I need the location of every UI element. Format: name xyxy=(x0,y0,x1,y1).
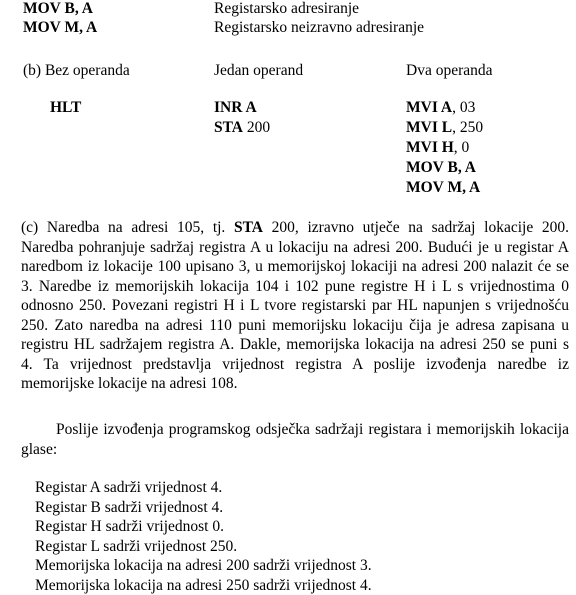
col3-item xyxy=(406,179,480,197)
item-arg: 200 xyxy=(243,119,271,136)
paragraph-line: Naredba pohranjuje sadržaj registra A u lokaciju na adresi 200. Budući je u registar A xyxy=(21,238,569,256)
instruction-args: M, A xyxy=(60,19,98,36)
item-arg: , 0 xyxy=(453,139,470,156)
intro-line: glase: xyxy=(21,440,58,458)
col2-item xyxy=(214,99,257,117)
item-opcode: MOV M, A xyxy=(406,179,481,196)
list-item: Memorijska lokacija na adresi 250 sadrži vrijednost 4. xyxy=(35,576,372,594)
list-item: Registar B sadrži vrijednost 4. xyxy=(35,498,224,516)
col1-item xyxy=(50,99,81,117)
item-opcode: STA xyxy=(214,119,244,136)
list-item: Registar A sadrži vrijednost 4. xyxy=(35,479,223,496)
paragraph-line: 3. Naredbe iz memorijskih lokacija 104 i 102 pune registre H i L s vrijednostima 0 xyxy=(21,277,569,295)
list-item: Registar H sadrži vrijednost 0. xyxy=(35,518,224,535)
top-row-1-instruction xyxy=(23,0,93,18)
line-suffix: 200, izravno utječe na sadržaj lokacije 200. xyxy=(263,219,570,236)
paragraph-line: odnosno 250. Povezani registri H i L tvore registarski par HL napunjen s vrijednošću xyxy=(21,297,569,314)
paragraph-line: memorijske lokacije na adresi 108. xyxy=(21,375,238,392)
paragraph-line xyxy=(21,218,569,238)
col2-item xyxy=(214,119,270,137)
summary-list xyxy=(35,478,372,595)
item-arg: , 250 xyxy=(452,119,484,136)
item-opcode: MVI A xyxy=(406,99,453,116)
line-bold-opcode: STA xyxy=(233,219,263,236)
instruction-opcode: MOV xyxy=(23,0,61,17)
paragraph-line: naredbom iz lokacije 100 upisano 3, u memorijskoj lokaciji na adresi 200 nalazit će se xyxy=(21,258,569,275)
paragraph-line: 4. Ta vrijednost predstavlja vrijednost registra A poslije izvođenja naredbe iz xyxy=(21,355,569,373)
list-item: Memorijska lokacija na adresi 200 sadrži vrijednost 3. xyxy=(35,557,372,574)
item-opcode: MVI H xyxy=(406,139,454,156)
instruction-opcode: MOV xyxy=(23,19,61,36)
instruction-args: B, A xyxy=(60,0,93,17)
item-opcode: MOV B, A xyxy=(406,159,476,176)
section-c-paragraph xyxy=(21,218,569,394)
section-b-col2-header: Jedan operand xyxy=(214,62,304,79)
paragraph-line: 250. Zato naredba na adresi 110 puni memorijsku lokaciju čija je adresa zapisana u xyxy=(21,316,569,334)
col3-item xyxy=(406,139,469,157)
top-row-2-instruction xyxy=(23,19,97,37)
paragraph-line: registru HL sadržajem registra A. Dakle, memorijska lokacija na adresi 250 se puni s xyxy=(21,336,569,353)
section-b-label: (b) Bez operanda xyxy=(23,62,130,79)
item-opcode: HLT xyxy=(50,99,82,116)
item-opcode: MVI L xyxy=(406,119,453,136)
col3-item xyxy=(406,159,476,177)
col3-item xyxy=(406,99,475,117)
section-b-col3-header: Dva operanda xyxy=(406,62,493,79)
top-row-1-description: Registarsko adresiranje xyxy=(214,0,360,17)
item-arg: , 03 xyxy=(452,99,476,116)
item-opcode: INR A xyxy=(214,99,257,116)
intro-line: Poslije izvođenja programskog odsječka sadržaji registara i memorijskih lokacija xyxy=(56,421,569,438)
line-prefix: (c) Naredba na adresi 105, tj. xyxy=(21,219,234,236)
top-row-2-description: Registarsko neizravno adresiranje xyxy=(214,19,425,36)
summary-intro xyxy=(21,420,569,459)
col3-item xyxy=(406,119,483,137)
list-item: Registar L sadrži vrijednost 250. xyxy=(35,537,238,555)
